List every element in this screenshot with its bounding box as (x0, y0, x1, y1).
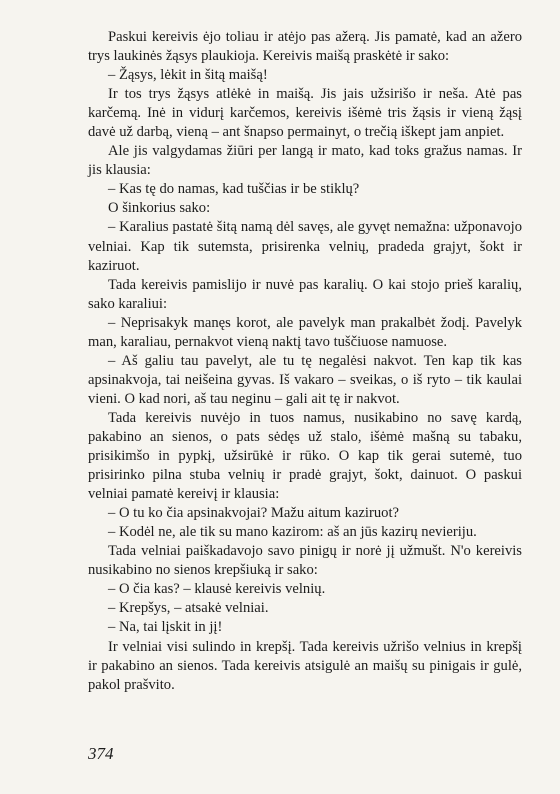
paragraph: O šinkorius sako: (108, 200, 211, 217)
paragraph: Ir tos trys žąsys atlėkė in maišą. Jis jais užsirišo ir neša. Atė pas karčemą. Inė in vidurį karčemos, kereivis išėmė tris žąsis ir vieną žąsį davė už darbą, vieną – ant šnapso permainyt, o trečią iškept jam anpiet. (88, 86, 522, 141)
paragraph: Paskui kereivis ėjo toliau ir atėjo pas ažerą. Jis pamatė, kad an ažero trys laukinės žąsys plaukioja. Kereivis maišą praskėtė ir sako: (88, 29, 522, 65)
dialogue-line: – Karalius pastatė šitą namą dėl savęs, ale gyvęt nemažna: užponavojo velniai. Kap tik sutemsta, prisirenka velnių, pradeda grajyt, šokt ir kaziruot. (88, 219, 522, 274)
paragraph: Ale jis valgydamas žiūri per langą ir mato, kad toks gražus namas. Ir jis klausia: (88, 143, 522, 179)
dialogue-line: – Aš galiu tau pavelyt, ale tu tę negalėsi nakvot. Ten kap tik kas apsinakvoja, tai neišeina gyvas. Iš vakaro – sveikas, o iš ryto – tik kaulai vieni. O kad nori, aš tau neginu – gali ait tę ir nakvot. (88, 352, 522, 407)
dialogue-line: – Neprisakyk manęs korot, ale pavelyk man prakalbėt žodį. Pavelyk man, karaliau, pernakvot vieną naktį tavo tuščiuose namuose. (88, 314, 522, 350)
dialogue-line: – Kodėl ne, ale tik su mano kazirom: aš an jūs kazirų nevieriju. (108, 524, 477, 541)
dialogue-line: – O tu ko čia apsinakvojai? Mažu aitum kaziruot? (108, 505, 399, 522)
paragraph: Ir velniai visi sulindo in krepšį. Tada kereivis užrišo velnius in krepšį ir pakabino an sienos. Tada kereivis atsigulė an maišų su pinigais ir gulė, pakol prašvito. (88, 638, 522, 693)
paragraph: Tada kereivis pamislijo ir nuvė pas karalių. O kai stojo prieš karalių, sako karaliui: (88, 276, 522, 312)
dialogue-line: – Kas tę do namas, kad tuščias ir be stiklų? (108, 181, 360, 198)
dialogue-line: – Krepšys, – atsakė velniai. (108, 600, 269, 617)
page-number: 374 (88, 744, 114, 763)
page-text (88, 28, 522, 695)
paragraph: Tada kereivis nuvėjo in tuos namus, nusikabino no savę kardą, pakabino an sienos, o pats sėdęs už stalo, išėmė mašną su tabaku, prisikimšo in pypkį, užsirūkė ir rūko. O kap tik gerai sutemė, tuo prisirinko pilna stuba velnių ir pradė grajyt, šokt, dainuot. O paskui velniai pamatė kereivį ir klausia: (88, 409, 522, 503)
dialogue-line: – O čia kas? – klausė kereivis velnių. (108, 581, 326, 598)
dialogue-line: – Žąsys, lėkit in šitą maišą! (108, 67, 268, 84)
dialogue-line: – Na, tai lįskit in jį! (108, 619, 223, 636)
paragraph: Tada velniai paiškadavojo savo pinigų ir norė jį užmušt. N'o kereivis nusikabino no sienos krepšiuką ir sako: (88, 543, 522, 579)
